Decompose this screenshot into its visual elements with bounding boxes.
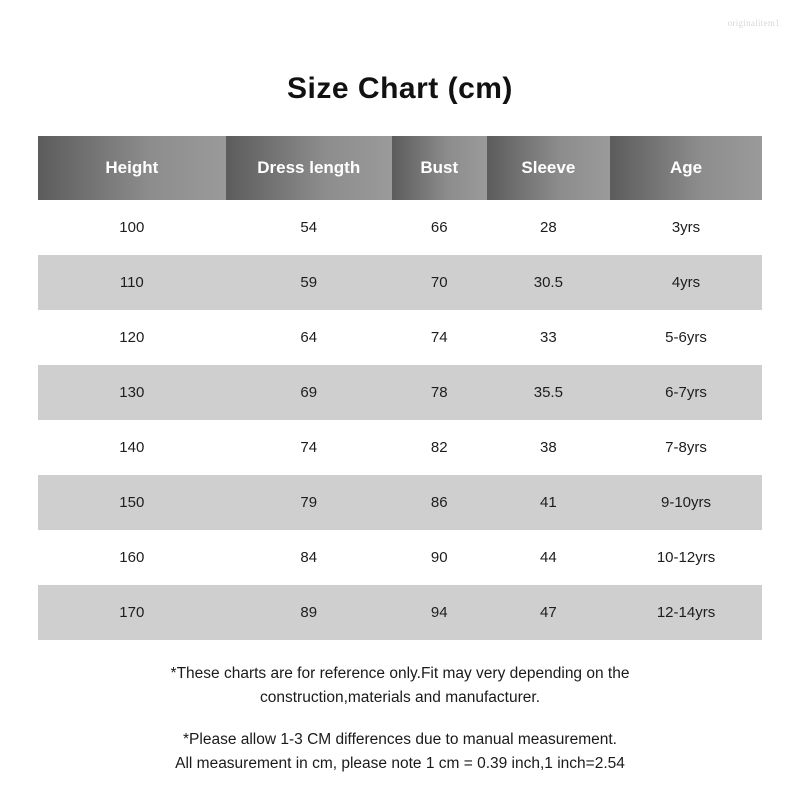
cell-height: 100 xyxy=(38,200,226,255)
note-line-3: *Please allow 1-3 CM differences due to manual measurement. xyxy=(183,731,617,749)
column-header-dress-length: Dress length xyxy=(226,136,392,200)
cell-sleeve: 33 xyxy=(487,310,610,365)
table-body xyxy=(38,200,762,640)
column-header-bust: Bust xyxy=(392,136,487,200)
disclaimer-notes xyxy=(0,662,800,776)
cell-height: 130 xyxy=(38,365,226,420)
cell-bust: 78 xyxy=(392,365,487,420)
cell-bust: 90 xyxy=(392,530,487,585)
table-header xyxy=(38,136,762,200)
table-row xyxy=(38,420,762,475)
table-row xyxy=(38,310,762,365)
cell-dress-length: 79 xyxy=(226,475,392,530)
column-header-sleeve: Sleeve xyxy=(487,136,610,200)
cell-sleeve: 38 xyxy=(487,420,610,475)
cell-height: 120 xyxy=(38,310,226,365)
cell-bust: 70 xyxy=(392,255,487,310)
table-row xyxy=(38,530,762,585)
cell-age: 12-14yrs xyxy=(610,585,762,640)
size-chart-table xyxy=(38,136,762,640)
cell-bust: 74 xyxy=(392,310,487,365)
column-header-age: Age xyxy=(610,136,762,200)
cell-dress-length: 74 xyxy=(226,420,392,475)
note-line-2: construction,materials and manufacturer. xyxy=(260,689,540,707)
table-row xyxy=(38,200,762,255)
table-row xyxy=(38,365,762,420)
cell-dress-length: 64 xyxy=(226,310,392,365)
cell-age: 3yrs xyxy=(610,200,762,255)
cell-dress-length: 59 xyxy=(226,255,392,310)
cell-bust: 86 xyxy=(392,475,487,530)
cell-sleeve: 30.5 xyxy=(487,255,610,310)
cell-height: 110 xyxy=(38,255,226,310)
table-row xyxy=(38,585,762,640)
cell-age: 6-7yrs xyxy=(610,365,762,420)
cell-height: 170 xyxy=(38,585,226,640)
cell-dress-length: 54 xyxy=(226,200,392,255)
cell-dress-length: 84 xyxy=(226,530,392,585)
table-row xyxy=(38,475,762,530)
watermark-text: originalitem1 xyxy=(727,18,780,28)
table-row xyxy=(38,255,762,310)
page-title: Size Chart (cm) xyxy=(287,72,513,105)
cell-dress-length: 89 xyxy=(226,585,392,640)
note-line-1: *These charts are for reference only.Fit may very depending on the xyxy=(170,665,630,682)
cell-age: 4yrs xyxy=(610,255,762,310)
size-chart-table-container xyxy=(38,136,762,640)
cell-sleeve: 41 xyxy=(487,475,610,530)
cell-age: 9-10yrs xyxy=(610,475,762,530)
cell-bust: 94 xyxy=(392,585,487,640)
cell-age: 7-8yrs xyxy=(610,420,762,475)
cell-age: 10-12yrs xyxy=(610,530,762,585)
cell-sleeve: 35.5 xyxy=(487,365,610,420)
cell-bust: 66 xyxy=(392,200,487,255)
table-header-row xyxy=(38,136,762,200)
cell-age: 5-6yrs xyxy=(610,310,762,365)
notes-spacer xyxy=(60,710,740,728)
cell-sleeve: 28 xyxy=(487,200,610,255)
note-line-4: All measurement in cm, please note 1 cm = 0.39 inch,1 inch=2.54 xyxy=(175,755,625,773)
cell-sleeve: 47 xyxy=(487,585,610,640)
cell-height: 140 xyxy=(38,420,226,475)
cell-height: 150 xyxy=(38,475,226,530)
cell-height: 160 xyxy=(38,530,226,585)
cell-dress-length: 69 xyxy=(226,365,392,420)
column-header-height: Height xyxy=(38,136,226,200)
cell-bust: 82 xyxy=(392,420,487,475)
cell-sleeve: 44 xyxy=(487,530,610,585)
